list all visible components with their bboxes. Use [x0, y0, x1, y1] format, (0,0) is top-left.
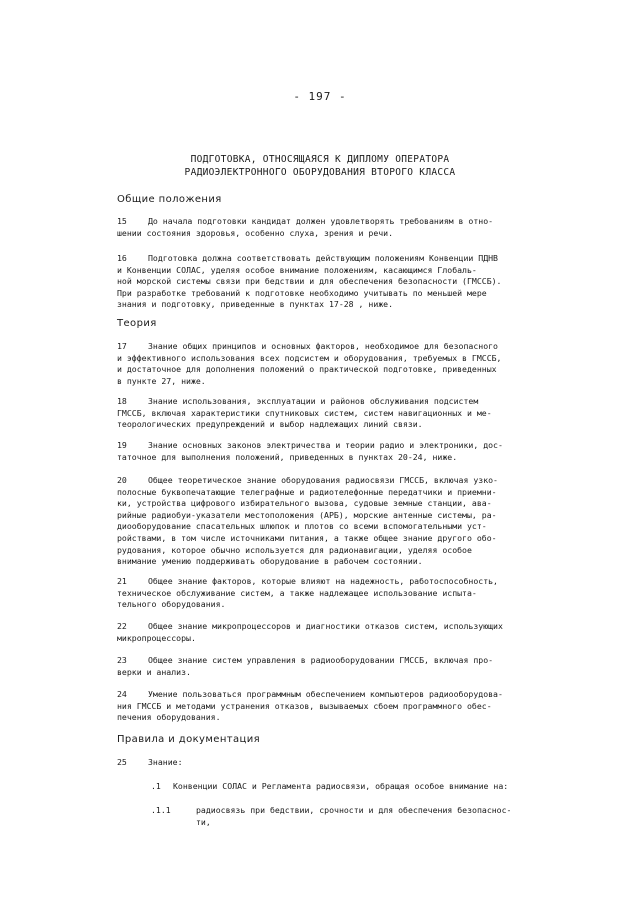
paragraph-19	[117, 440, 557, 463]
subitem-line: Конвенции СОЛАС и Регламента радиосвязи, обращая особое внимание на:	[173, 781, 509, 791]
paragraph-line: и достаточное для дополнения положений о практической подготовке, приведенных	[117, 364, 497, 375]
paragraph-number: 20	[117, 475, 127, 485]
paragraph-line: техническое обслуживание систем, а также надлежащее использование испыта-	[117, 587, 477, 598]
paragraph-line: ройствами, в том числе источниками питания, а также общее знание другого обо-	[117, 532, 497, 543]
paragraph-line: печения оборудования.	[117, 712, 221, 723]
paragraph-line: рийные радиобуи-указатели местоположения (АРБ), морские антенные системы, ра-	[117, 509, 497, 520]
subitem-line: радиосвязь при бедствии, срочности и для обеспечения безопаснос-	[196, 805, 512, 815]
paragraph-line: При разработке требований к подготовке необходимо учитывать по меньшей мере	[117, 287, 487, 298]
paragraph-line: Знание:	[148, 757, 183, 767]
paragraph-number: 21	[117, 576, 127, 586]
paragraph-line: знания и подготовку, приведенные в пунктах 17-28 , ниже.	[117, 299, 394, 310]
subitem-line: ти,	[196, 816, 211, 827]
paragraph-number: 17	[117, 341, 127, 351]
subitem-number: .1	[151, 781, 161, 791]
paragraph-line: теорологических предупреждений и выбор надлежащих линий связи.	[117, 419, 423, 430]
paragraph-line: Знание основных законов электричества и теории радио и электроники, дос-	[148, 440, 503, 450]
title-line-2: РАДИОЭЛЕКТРОННОГО ОБОРУДОВАНИЯ ВТОРОГО КЛАССА	[184, 167, 456, 178]
paragraph-line: тельного оборудования.	[117, 599, 226, 610]
paragraph-line: и эффективного использования всех подсистем и оборудования, требуемых в ГМССБ,	[117, 352, 502, 363]
paragraph-line: Умение пользоваться программным обеспечением компьютеров радиооборудова-	[148, 689, 503, 699]
paragraph-line: диооборудование спасательных шлюпок и плотов со всеми вспомогательными уст-	[117, 521, 487, 532]
paragraph-line: ния ГМССБ и методами устранения отказов, вызываемых сбоем программного обес-	[117, 700, 492, 711]
paragraph-line: в пункте 27, ниже.	[117, 375, 206, 386]
paragraph-22	[117, 621, 557, 644]
paragraph-line: внимание умению поддерживать оборудование в рабочем состоянии.	[117, 556, 423, 567]
section-heading-rules: Правила и документация	[117, 734, 261, 745]
paragraph-line: Знание использования, эксплуатации и районов обслуживания подсистем	[148, 396, 479, 406]
section-heading-general: Общие положения	[117, 194, 222, 205]
paragraph-line: шении состояния здоровья, особенно слуха, зрения и речи.	[117, 227, 394, 238]
paragraph-line: До начала подготовки кандидат должен удовлетворять требованиям в отно-	[148, 216, 494, 226]
paragraph-23	[117, 655, 557, 678]
paragraph-21	[117, 576, 557, 611]
subitem-1-1	[151, 805, 511, 828]
paragraph-line: рудования, которое обычно используется для радионавигации, уделяя особое	[117, 544, 472, 555]
paragraph-line: Общее знание систем управления в радиооборудовании ГМССБ, включая про-	[148, 655, 494, 665]
paragraph-line: и Конвенции СОЛАС, уделяя особое внимание положениям, касающимся Глобаль-	[117, 264, 477, 275]
paragraph-number: 15	[117, 216, 127, 226]
paragraph-number: 25	[117, 757, 127, 767]
paragraph-16	[117, 253, 557, 311]
paragraph-line: Знание общих принципов и основных факторов, необходимое для безопасного	[148, 341, 498, 351]
paragraph-number: 18	[117, 396, 127, 406]
paragraph-line: ной морской системы связи при бедствии и для обеспечения безопасности (ГМССБ).	[117, 276, 502, 287]
document-title	[0, 153, 640, 179]
paragraph-number: 23	[117, 655, 127, 665]
paragraph-24	[117, 689, 557, 724]
page-number: - 197 -	[293, 90, 347, 103]
subitem-number: .1.1	[151, 805, 171, 815]
paragraph-number: 16	[117, 253, 127, 263]
paragraph-number: 19	[117, 440, 127, 450]
paragraph-number: 24	[117, 689, 127, 699]
paragraph-line: ГМССБ, включая характеристики спутниковых систем, систем навигационных и ме-	[117, 407, 492, 418]
paragraph-line: полосные буквопечатающие телеграфные и радиотелефонные передатчики и приемни-	[117, 486, 497, 497]
paragraph-18	[117, 396, 557, 431]
paragraph-25	[117, 757, 557, 769]
paragraph-line: Общее знание факторов, которые влияют на надежность, работоспособность,	[148, 576, 498, 586]
paragraph-20	[117, 475, 557, 568]
paragraph-17	[117, 341, 557, 387]
paragraph-line: таточное для выполнения положений, приведенных в пунктах 20-24, ниже.	[117, 451, 458, 462]
paragraph-number: 22	[117, 621, 127, 631]
paragraph-line: ки, устройства цифрового избирательного вызова, судовые земные станции, ава-	[117, 498, 492, 509]
subitem-1	[151, 781, 508, 793]
paragraph-15	[117, 216, 557, 239]
paragraph-line: микропроцессоры.	[117, 632, 196, 643]
paragraph-line: Общее знание микропроцессоров и диагностики отказов систем, использующих	[148, 621, 503, 631]
paragraph-line: Общее теоретическое знание оборудования радиосвязи ГМССБ, включая узко-	[148, 475, 498, 485]
title-line-1: ПОДГОТОВКА, ОТНОСЯЩАЯСЯ К ДИПЛОМУ ОПЕРАТОРА	[190, 154, 450, 165]
paragraph-line: верки и анализ.	[117, 666, 191, 677]
paragraph-line: Подготовка должна соответствовать действующим положениям Конвенции ПДНВ	[148, 253, 498, 263]
section-heading-theory: Теория	[117, 318, 157, 329]
